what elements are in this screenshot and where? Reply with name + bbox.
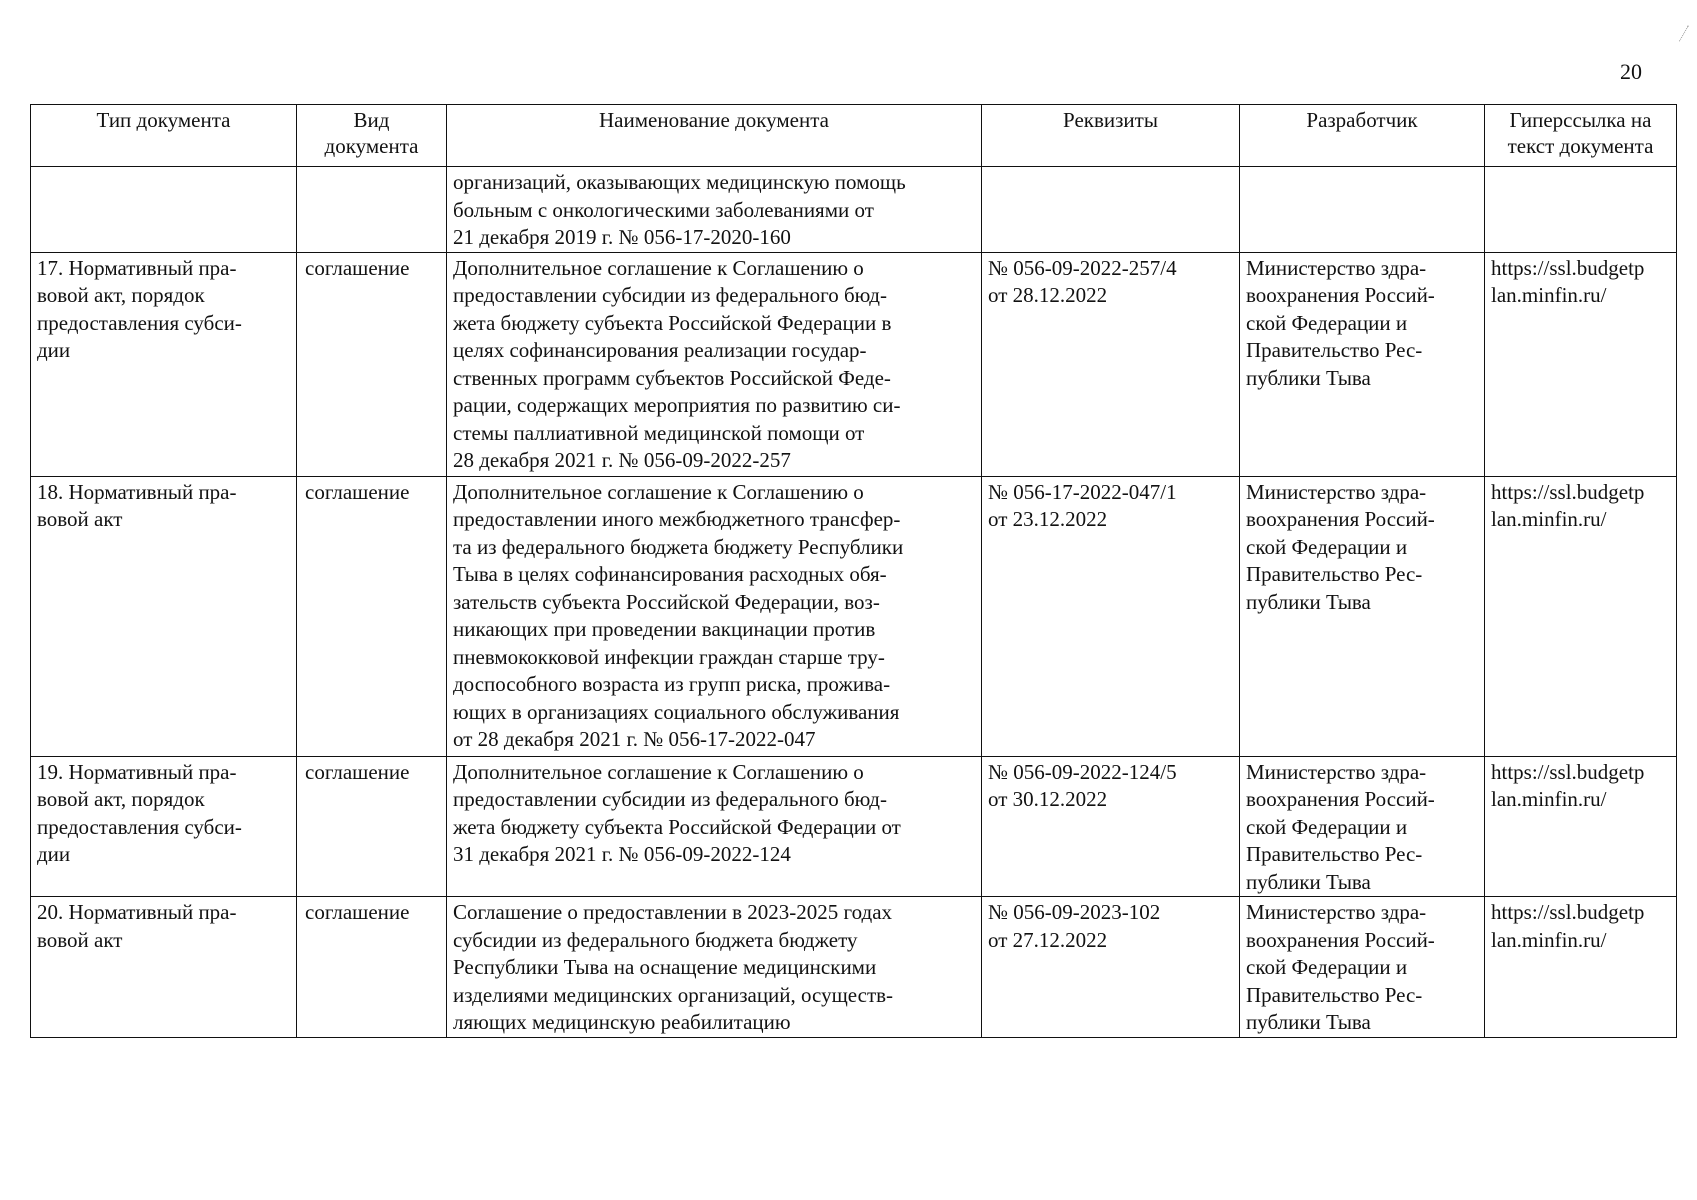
cell-link[interactable]: https://ssl.budgetp lan.minfin.ru/ [1485, 756, 1677, 897]
cell-kind: соглашение [297, 476, 447, 756]
cell-requisites: № 056-09-2022-124/5 от 30.12.2022 [982, 756, 1240, 897]
header-link: Гиперссылка на текст документа [1485, 105, 1677, 167]
page-number: 20 [1620, 59, 1642, 84]
cell-link[interactable]: https://ssl.budgetp lan.minfin.ru/ [1485, 476, 1677, 756]
cell-requisites: № 056-09-2023-102 от 27.12.2022 [982, 897, 1240, 1038]
table-row [31, 476, 1677, 756]
cell-kind: соглашение [297, 756, 447, 897]
header-kind: Вид документа [297, 105, 447, 167]
cell-link[interactable]: https://ssl.budgetp lan.minfin.ru/ [1485, 897, 1677, 1038]
cell-type: 20. Нормативный пра- вовой акт [31, 897, 297, 1038]
cell-developer: Министерство здра- воохранения Россий- ской Федерации и Правительство Рес- публики Тыва [1240, 252, 1485, 476]
cell-type: 18. Нормативный пра- вовой акт [31, 476, 297, 756]
cell-kind [297, 167, 447, 253]
cell-name: Дополнительное соглашение к Соглашению о предоставлении субсидии из федерального бюд- жета бюджету субъекта Российской Федерации от 31 декабря 2021 г. № 056-09-2022-124 [447, 756, 982, 897]
cell-developer: Министерство здра- воохранения Россий- ской Федерации и Правительство Рес- публики Тыва [1240, 476, 1485, 756]
cell-requisites [982, 167, 1240, 253]
scan-mark [1670, 20, 1689, 41]
header-name: Наименование документа [447, 105, 982, 167]
cell-name: Дополнительное соглашение к Соглашению о предоставлении субсидии из федерального бюд- жета бюджету субъекта Российской Федерации в целях софинансирования реализации государ- ственных программ субъектов Российской Феде- рации, содержащих мероприятия по развитию си- стемы паллиативной медицинской помощи от 28 декабря 2021 г. № 056-09-2022-257 [447, 252, 982, 476]
cell-link[interactable] [1485, 167, 1677, 253]
cell-type: 17. Нормативный пра- вовой акт, порядок предоставления субси- дии [31, 252, 297, 476]
cell-link[interactable]: https://ssl.budgetp lan.minfin.ru/ [1485, 252, 1677, 476]
cell-kind: соглашение [297, 897, 447, 1038]
cell-type [31, 167, 297, 253]
header-developer: Разработчик [1240, 105, 1485, 167]
table-row [31, 167, 1677, 253]
header-type: Тип документа [31, 105, 297, 167]
cell-type: 19. Нормативный пра- вовой акт, порядок предоставления субси- дии [31, 756, 297, 897]
table-row [31, 897, 1677, 1038]
cell-kind: соглашение [297, 252, 447, 476]
cell-name: Дополнительное соглашение к Соглашению о предоставлении иного межбюджетного трансфер- та из федерального бюджета бюджету Республики Тыва в целях софинансирования расходных обя- зательств субъекта Российской Федерации, воз- никающих при проведении вакцинации против пневмококковой инфекции граждан старше тру- доспособного возраста из групп риска, прожива- ющих в организациях социального обслуживания от 28 декабря 2021 г. № 056-17-2022-047 [447, 476, 982, 756]
table-row [31, 252, 1677, 476]
cell-name: организаций, оказывающих медицинскую помощь больным с онкологическими заболеваниями от 21 декабря 2019 г. № 056-17-2020-160 [447, 167, 982, 253]
cell-developer [1240, 167, 1485, 253]
table-header-row [31, 105, 1677, 167]
cell-name: Соглашение о предоставлении в 2023-2025 годах субсидии из федерального бюджета бюджету Республики Тыва на оснащение медицинскими изделиями медицинских организаций, осуществ- ляющих медицинскую реабилитацию [447, 897, 982, 1038]
cell-requisites: № 056-17-2022-047/1 от 23.12.2022 [982, 476, 1240, 756]
documents-table [30, 104, 1677, 1038]
cell-developer: Министерство здра- воохранения Россий- ской Федерации и Правительство Рес- публики Тыва [1240, 756, 1485, 897]
cell-requisites: № 056-09-2022-257/4 от 28.12.2022 [982, 252, 1240, 476]
table-row [31, 756, 1677, 897]
header-requisites: Реквизиты [982, 105, 1240, 167]
cell-developer: Министерство здра- воохранения Россий- ской Федерации и Правительство Рес- публики Тыва [1240, 897, 1485, 1038]
